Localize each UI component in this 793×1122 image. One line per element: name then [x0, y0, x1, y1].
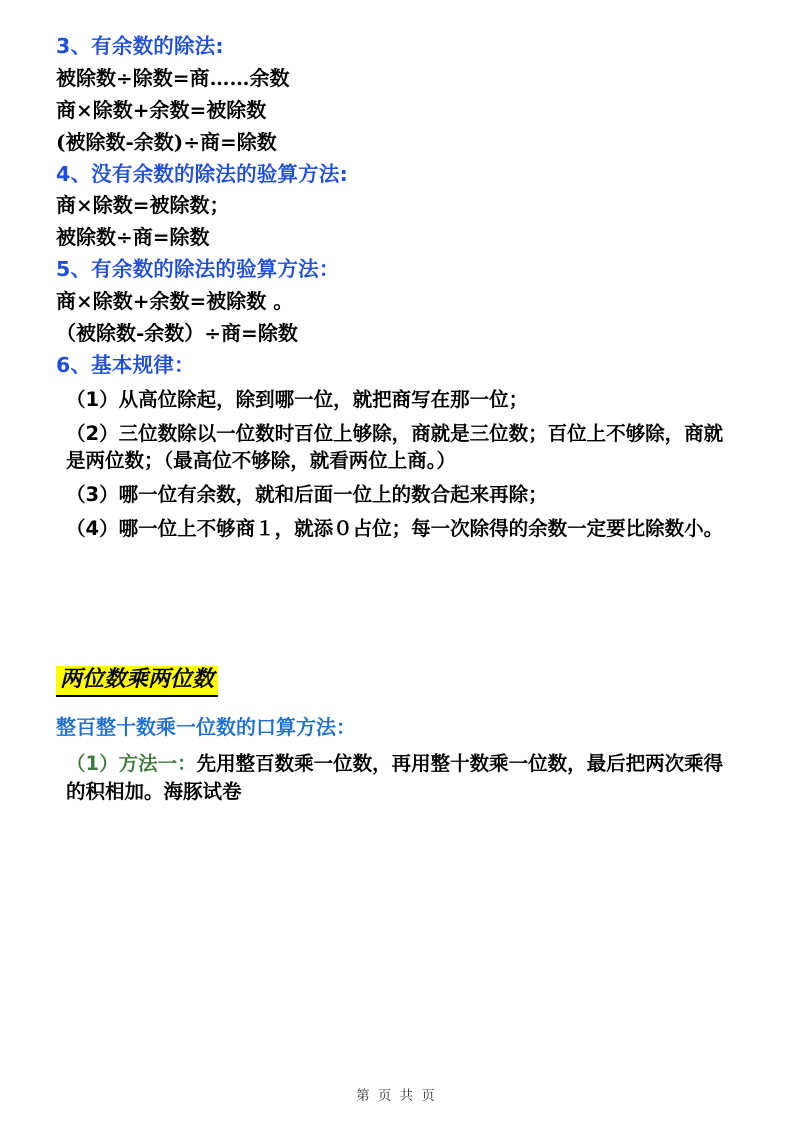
- section-3-heading: 3、有余数的除法:: [56, 34, 224, 58]
- chapter-block: [56, 666, 737, 806]
- section-6: [56, 352, 737, 543]
- section-6-heading: 6、基本规律：: [56, 352, 195, 377]
- section-4-heading: 4、没有余数的除法的验算方法:: [56, 161, 348, 186]
- chapter-paragraph-rest: 先用整百数乘一位数，再用整十数乘一位数，最后把两次乘得的积相加。海豚试卷: [66, 751, 724, 803]
- rule-item-1: （1）从高位除起，除到哪一位，就把商写在那一位；: [66, 388, 529, 411]
- section-5-heading: 5、有余数的除法的验算方法：: [56, 257, 340, 281]
- section-5-line-1: 商×除数+余数=被除数 。: [56, 288, 294, 313]
- chapter-subheading: 整百整十数乘一位数的口算方法：: [56, 714, 356, 739]
- chapter-paragraph: [56, 750, 737, 807]
- chapter-title: 两位数乘两位数: [56, 666, 218, 696]
- chapter-title-wrap: [56, 666, 737, 696]
- section-4-line-2: 被除数÷商=除数: [56, 225, 210, 249]
- section-5-line-2: （被除数-余数）÷商=除数: [56, 320, 298, 345]
- section-3: [56, 36, 737, 152]
- section-3-line-2: 商×除数+余数=被除数: [56, 97, 267, 122]
- rule-item-3: （3）哪一位有余数，就和后面一位上的数合起来再除；: [66, 483, 548, 507]
- section-5: [56, 259, 737, 343]
- section-3-line-3: (被除数-余数)÷商=除数: [56, 129, 277, 154]
- section-3-line-1: 被除数÷除数=商……余数: [56, 65, 290, 90]
- chapter-paragraph-lead: （1）方法一：: [66, 751, 197, 775]
- page-footer: 第 页 共 页: [356, 1088, 437, 1104]
- section-4: [56, 161, 737, 249]
- rule-item-2: （2）三位数除以一位数时百位上够除，商就是三位数；百位上不够除，商就是两位数；（最高位不够除，就看两位上商。）: [66, 421, 724, 473]
- section-4-line-1: 商×除数=被除数；: [56, 193, 230, 217]
- rule-item-4: （4）哪一位上不够商１，就添０占位；每一次除得的余数一定要比除数小。: [66, 516, 724, 540]
- section-spacer: [56, 548, 737, 666]
